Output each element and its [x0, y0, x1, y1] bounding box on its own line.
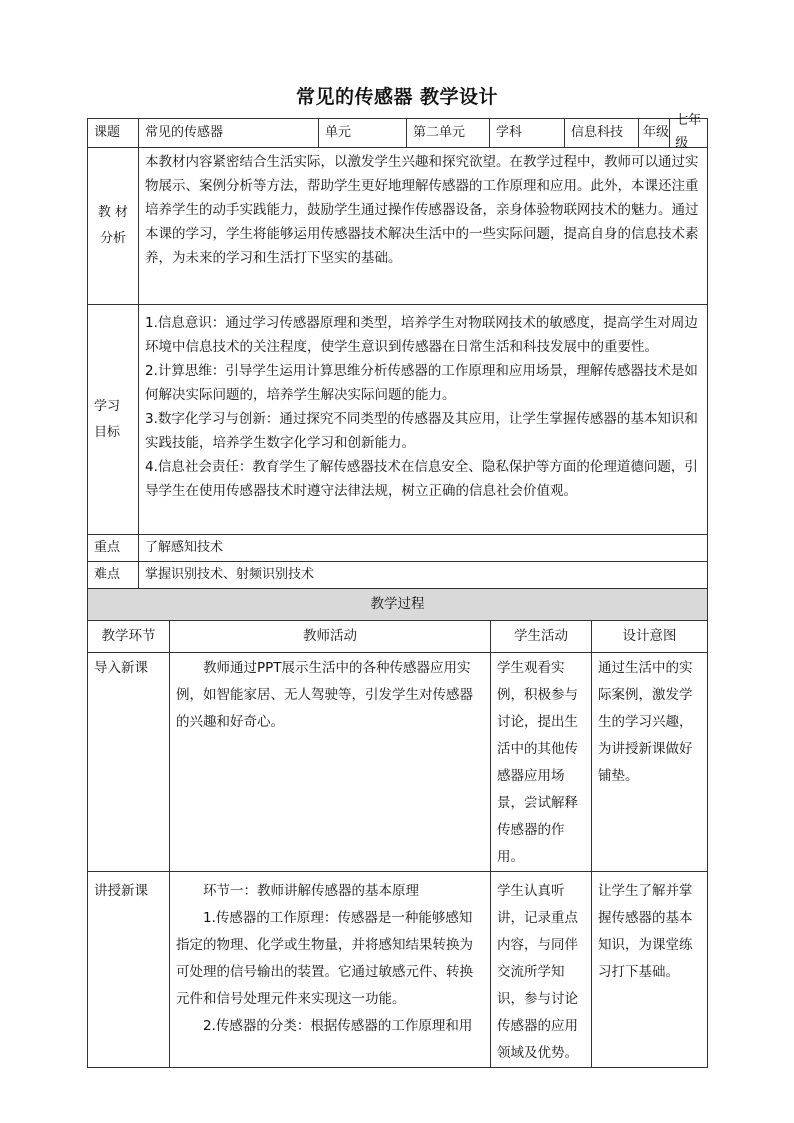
difficulty-row — [88, 562, 708, 589]
key-point-label: 重点 — [88, 535, 139, 562]
goal-item-4: 4.信息社会责任：教育学生了解传感器技术在信息安全、隐私保护等方面的伦理道德问题，引导学生在使用传感器技术时遵守法律法规，树立正确的信息社会价值观。 — [145, 459, 698, 500]
process-columns-row — [88, 621, 708, 653]
teacher-new — [170, 872, 491, 1068]
teacher-new-point-1: 1.传感器的工作原理：传感器是一种能够感知指定的物理、化学或生物量，并将感知结果转换为可处理的信号输出的装置。它通过敏感元件、转换元件和信号处理元件来实现这一功能。 — [176, 910, 473, 1007]
analysis-text — [139, 148, 708, 305]
process-header: 教学过程 — [88, 589, 708, 621]
col-teacher: 教师活动 — [170, 621, 491, 653]
lesson-plan-table — [87, 113, 708, 589]
analysis-paragraph: 本教材内容紧密结合生活实际，以激发学生兴趣和探究欲望。在教学过程中，教师可以通过实物展示、案例分析等方法，帮助学生更好地理解传感器的工作原理和应用。此外，本课还注重培养学生的动手实践能力，鼓励学生通过操作传感器设备，亲身体验物联网技术的魅力。通过本课的学习，学生将能够运用传感器技术解决生活中的一些实际问题，提高自身的信息技术素养，为未来的学习和生活打下坚实的基础。 — [145, 154, 699, 267]
topic-value: 常见的传感器 — [139, 119, 319, 148]
intent-intro: 通过生活中的实际案例，激发学生的学习兴趣，为讲授新课做好铺垫。 — [592, 653, 708, 872]
topic-label: 课题 — [88, 119, 139, 148]
subject-value: 信息科技 — [565, 119, 639, 148]
process-row-intro — [88, 653, 708, 872]
difficulty-label: 难点 — [88, 562, 139, 589]
goal-item-2: 2.计算思维：引导学生运用计算思维分析传感器的工作原理和应用场景，理解传感器技术是如何解决实际问题的，培养学生解决实际问题的能力。 — [145, 363, 698, 404]
process-row-new — [88, 872, 708, 1068]
intent-new: 让学生了解并掌握传感器的基本知识，为课堂练习打下基础。 — [592, 872, 708, 1068]
analysis-label-line1: 教 材 — [97, 205, 129, 220]
teacher-new-section: 环节一：教师讲解传感器的基本原理 — [203, 883, 419, 899]
teacher-intro — [170, 653, 491, 872]
goals-label-line1: 学习 — [94, 398, 121, 414]
grade-value: 七年级 — [669, 119, 707, 147]
key-point-row — [88, 535, 708, 562]
col-intent: 设计意图 — [592, 621, 708, 653]
teacher-new-point-2: 2.传感器的分类：根据传感器的工作原理和用 — [203, 1018, 473, 1034]
stage-intro: 导入新课 — [88, 653, 170, 872]
goals-text — [139, 305, 708, 535]
document-title: 常见的传感器 教学设计 — [295, 86, 499, 108]
col-student: 学生活动 — [491, 621, 592, 653]
student-new: 学生认真听讲，记录重点内容，与同伴交流所学知识，参与讨论传感器的应用领域及优势。 — [491, 872, 592, 1068]
subject-label: 学科 — [490, 119, 565, 148]
process-table — [87, 588, 708, 1068]
col-stage: 教学环节 — [88, 621, 170, 653]
goals-row — [88, 305, 708, 535]
stage-new: 讲授新课 — [88, 872, 170, 1068]
goal-item-1: 1.信息意识：通过学习传感器原理和类型，培养学生对物联网技术的敏感度，提高学生对周边环境中信息技术的关注程度，使学生意识到传感器在日常生活和科技发展中的重要性。 — [145, 315, 698, 356]
grade-label: 年级 — [643, 124, 670, 140]
key-point-value: 了解感知技术 — [139, 535, 708, 562]
analysis-label — [88, 148, 139, 305]
unit-label: 单元 — [319, 119, 407, 148]
analysis-row — [88, 148, 708, 305]
difficulty-value: 掌握识别技术、射频识别技术 — [139, 562, 708, 589]
goal-item-3: 3.数字化学习与创新：通过探究不同类型的传感器及其应用，让学生掌握传感器的基本知识和实践技能，培养学生数字化学习和创新能力。 — [145, 411, 698, 452]
info-row — [88, 119, 708, 148]
student-intro: 学生观看实例，积极参与讨论，提出生活中的其他传感器应用场景，尝试解释传感器的作用。 — [491, 653, 592, 872]
goals-label — [88, 305, 139, 535]
grade-cell — [639, 113, 708, 151]
unit-value: 第二单元 — [407, 119, 490, 148]
process-header-row — [88, 589, 708, 621]
analysis-label-line2: 分析 — [99, 231, 126, 246]
teacher-intro-text: 教师通过PPT展示生活中的各种传感器应用实例，如智能家居、无人驾驶等，引发学生对传感器的兴趣和好奇心。 — [176, 660, 473, 730]
goals-label-line2: 目标 — [94, 424, 121, 440]
